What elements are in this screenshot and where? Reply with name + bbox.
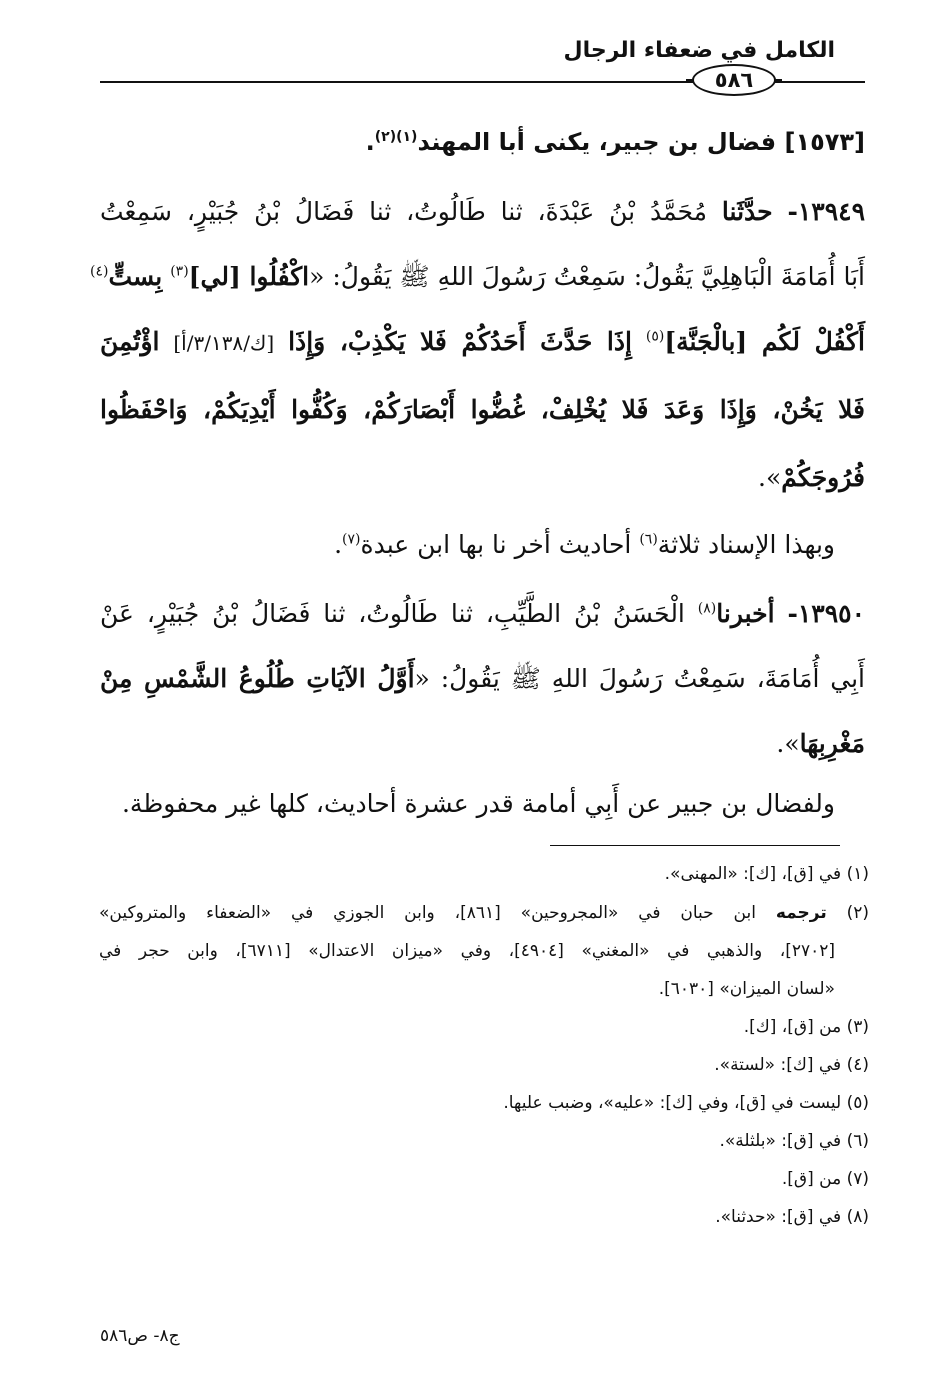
footnote-2-keyword: ترجمه (775, 903, 827, 923)
footnote-2-number: (٢) (846, 903, 870, 923)
hadith-1-number: ١٣٩٤٩- (787, 197, 865, 226)
footnote-1: (١) في [ق]، [ك]: «المهنى». (664, 864, 869, 884)
footnote-ref-8: (٨) (697, 600, 717, 617)
entry-heading-notes: (١)(٢) (374, 129, 418, 145)
entry-heading-text: [١٥٧٣] فضال بن جبير، يكنى أبا المهند (417, 128, 865, 156)
footnote-7: (٧) من [ق]. (781, 1169, 869, 1189)
hadith-1-line-2-matn-2: بِستٍّ (108, 262, 163, 291)
hadith-2-line-1 (100, 594, 865, 634)
footnote-ref-6: (٦) (639, 531, 658, 548)
hadith-1-line-2 (89, 257, 865, 297)
hadith-1-verb: حدَّثَنا (721, 197, 773, 226)
isnad-note-text-a: وبهذا الإسناد ثلاثة (657, 530, 835, 559)
footnote-2-text-1: ابن حبان في «المجروحين» [٨٦١]، وابن الجوزي في «الضعفاء والمتروكين» (99, 903, 756, 923)
hadith-2-verb: أخبرنا (716, 599, 775, 628)
hadith-2-line-2 (100, 659, 865, 699)
hadith-2-line-3-matn: مَغْرِبِهَا (799, 729, 865, 758)
hadith-1-line-3 (100, 322, 865, 363)
footnote-ref-7: (٧) (342, 531, 361, 548)
hadith-1-line-3-matn-3: اؤْتُمِنَ (100, 327, 160, 356)
hadith-2-line-2-matn: أَوَّلُ الآيَاتِ طُلُوعُ الشَّمْسِ مِنْ (100, 664, 415, 693)
footnote-2-line-3: «لسان الميزان» [٦٠٣٠]. (658, 979, 835, 999)
hadith-2-line-3-end: ». (776, 729, 800, 758)
entry-heading (100, 128, 865, 156)
hadith-1-line-5-end: ». (758, 463, 782, 492)
footnote-separator (550, 845, 840, 846)
isnad-note (100, 525, 835, 565)
hadith-2-line-1-text: الْحَسَنُ بْنُ الطَّيِّبِ، ثنا طَالُوتُ، ثنا فَضَالُ بْنُ جُبَيْرٍ، عَنْ (100, 599, 685, 628)
book-title: الكامل في ضعفاء الرجال (563, 38, 835, 63)
manuscript-ref: [ك/٣/١٣٨/أ] (173, 331, 275, 355)
hadith-1-line-1-text: مُحَمَّدُ بْنُ عَبْدَةَ، ثنا طَالُوتُ، ثنا فَضَالُ بْنُ جُبَيْرٍ، سَمِعْتُ (100, 197, 708, 226)
footnote-6: (٦) في [ق]: «بلثلة». (719, 1131, 869, 1151)
hadith-2-line-3 (100, 724, 865, 764)
footnote-5: (٥) ليست في [ق]، وفي [ك]: «عليه»، وضبب عليها. (503, 1093, 869, 1113)
entry-heading-end: . (365, 128, 375, 156)
hadith-2-line-2-text: أَبِي أُمَامَةَ، سَمِعْتُ رَسُولَ اللهِ ﷺ يَقُولُ: « (414, 664, 865, 693)
hadith-1-line-3-matn: أَكْفُلْ لَكُم [بالْجَنَّة] (664, 327, 866, 356)
hadith-1-line-2-matn: اكْفُلُوا [لي] (188, 262, 310, 291)
footnote-3: (٣) من [ق]، [ك]. (743, 1017, 869, 1037)
closing-remark: ولفضال بن جبير عن أَبِي أمامة قدر عشرة أحاديث، كلها غير محفوظة. (121, 789, 835, 818)
page-number-badge (692, 64, 776, 96)
page-number: ٥٨٦ (714, 68, 754, 92)
hadith-2-number: ١٣٩٥٠- (787, 599, 865, 628)
hadith-1-line-3-matn-2: إِذَا حَدَّثَ أَحَدُكُمْ فَلا يَكْذِبْ، وَإِذَا (288, 327, 632, 356)
footnote-2-line-1 (99, 896, 869, 930)
isnad-note-text-b: أحاديث أخر نا بها ابن عبدة (360, 530, 632, 559)
volume-page-reference: ج٨- ص٥٨٦ (100, 1326, 180, 1346)
hadith-1-line-4: فَلا يَخُنْ، وَإِذَا وَعَدَ فَلا يُخْلِفْ، غُضُّوا أَبْصَارَكُمْ، وَكُفُّوا أَيْدِيَكُمْ، وَاحْفَظُوا (100, 395, 865, 424)
isnad-note-end: . (334, 530, 343, 559)
hadith-1-line-2-text: أَبَا أُمَامَةَ الْبَاهِلِيَّ يَقُولُ: سَمِعْتُ رَسُولَ اللهِ ﷺ يَقُولُ: « (309, 262, 865, 291)
footnote-ref-5: (٥) (645, 328, 665, 345)
footnote-2-line-2: [٢٧٠٢]، والذهبي في «المغني» [٤٩٠٤]، وفي «ميزان الاعتدال» [٦٧١١]، وابن حجر في (99, 941, 836, 961)
hadith-1-line-5 (100, 458, 865, 498)
footnote-4: (٤) في [ك]: «لستة». (714, 1055, 869, 1075)
footnote-ref-3: (٣) (170, 263, 189, 280)
hadith-1-line-5-matn: فُرُوجَكُمْ (781, 463, 865, 492)
hadith-1-line-1 (100, 192, 865, 232)
footnote-8: (٨) في [ق]: «حدثنا». (715, 1207, 869, 1227)
footnote-ref-4: (٤) (89, 263, 109, 280)
